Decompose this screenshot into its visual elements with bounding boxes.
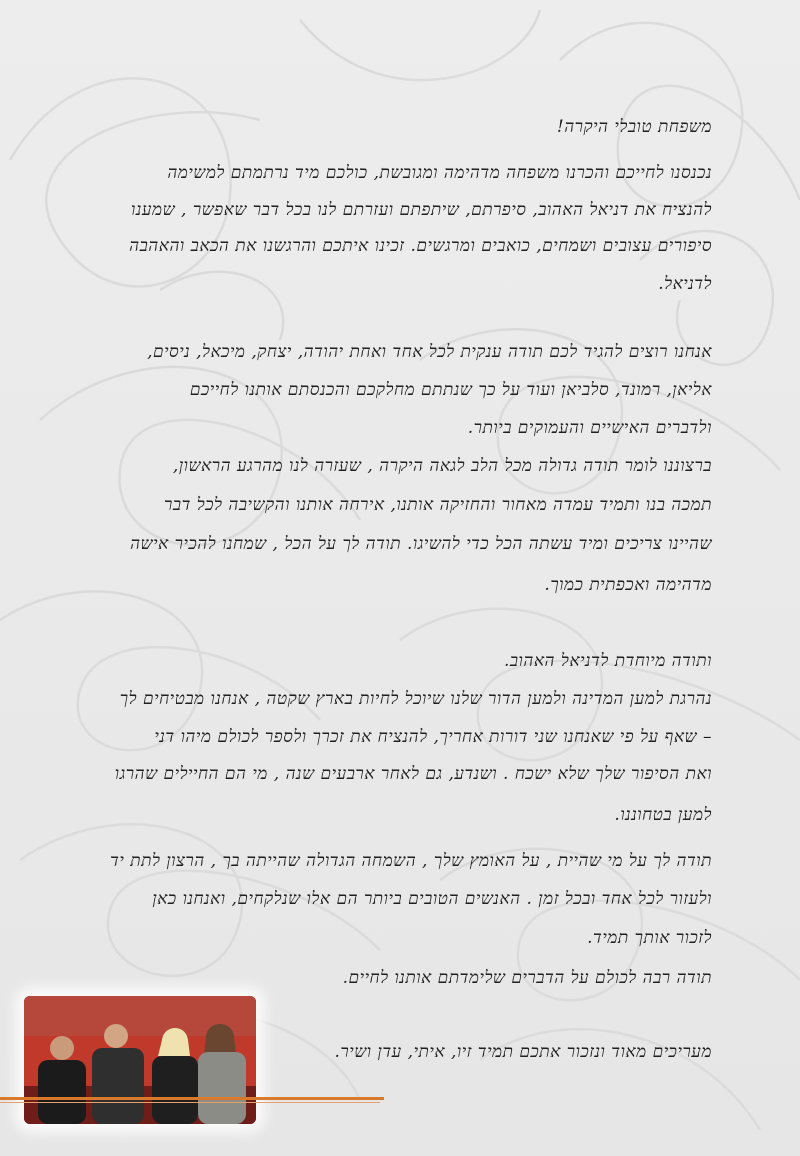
letter-line: שהיינו צריכים ומיד עשתה הכל כדי להשיגו. תודה לך על הכל , שמחנו להכיר אישה (130, 534, 712, 554)
letter-line: תודה לך על מי שהיית , על האומץ שלך , השמחה הגדולה שהייתה בך , הרצון לתת יד (110, 851, 712, 871)
accent-rule (0, 1097, 384, 1100)
letter-line: ולדברים האישיים והעמוקים ביותר. (467, 418, 712, 438)
letter-line: אנחנו רוצים להגיד לכם תודה ענקית לכל אחד ואחת יהודה, יצחק, מיכאל, ניסים, (147, 342, 712, 362)
letter-line: נכנסנו לחייכם והכרנו משפחה מדהימה ומגובשת, כולכם מיד נרתמתם למשימה (167, 163, 712, 183)
letter-line: סיפורים עצובים ושמחים, כואבים ומרגשים. זכינו איתכם והרגשנו את הכאב והאהבה (129, 236, 712, 256)
letter-greeting: משפחת טובלי היקרה! (556, 117, 712, 137)
letter-closing-signature: מעריכים מאוד ונזכור אתכם תמיד זיו, איתי, עדן ושיר. (334, 1042, 712, 1062)
letter-line: אליאן, רמונד, סלביאן ועוד על כך שנתתם מחלקכם והכנסתם אותנו לחייכם (189, 380, 712, 400)
letter-line: תמכה בנו ותמיד עמדה מאחור והחזיקה אותנו, אירחה אותנו והקשיבה לכל דבר (164, 495, 712, 515)
letter-line: ברצוננו לומר תודה גדולה מכל הלב לגאה היקרה , שעזרה לנו מהרגע הראשון, (172, 456, 712, 476)
letter-line: למען בטחוננו. (614, 805, 712, 825)
letter-line: ותודה מיוחדת לדניאל האהוב. (503, 651, 712, 671)
letter-line: מדהימה ואכפתית כמוך. (544, 575, 712, 595)
letter-line: ואת הסיפור שלך שלא ישכח . ושנדע, גם לאחר ארבעים שנה , מי הם החיילים שהרגו (114, 764, 712, 784)
letter-line: לזכור אותך תמיד. (587, 928, 712, 948)
letter-line: – שאף על פי שאנחנו שני דורות אחריך, להנציח את זכרך ולספר לכולם מיהו דני (154, 727, 712, 747)
letter-line: לדניאל. (658, 274, 712, 294)
family-photo-illustration (24, 996, 256, 1124)
letter-line: להנציח את דניאל האהוב, סיפרתם, שיתפתם ועזרתם לנו בכל דבר שאפשר , שמענו (131, 200, 712, 220)
letter-line: ולעזור לכל אחד ובכל זמן . האנשים הטובים ביותר הם אלו שנלקחים, ואנחנו כאן (152, 889, 712, 909)
letter-line: תודה רבה לכולם על הדברים שלימדתם אותנו לחיים. (342, 968, 712, 988)
letter-line: נהרגת למען המדינה ולמען הדור שלנו שיוכל לחיות בארץ שקטה , אנחנו מבטיחים לך (119, 689, 712, 709)
accent-rule-thin (0, 1102, 380, 1103)
family-photo (24, 996, 256, 1124)
